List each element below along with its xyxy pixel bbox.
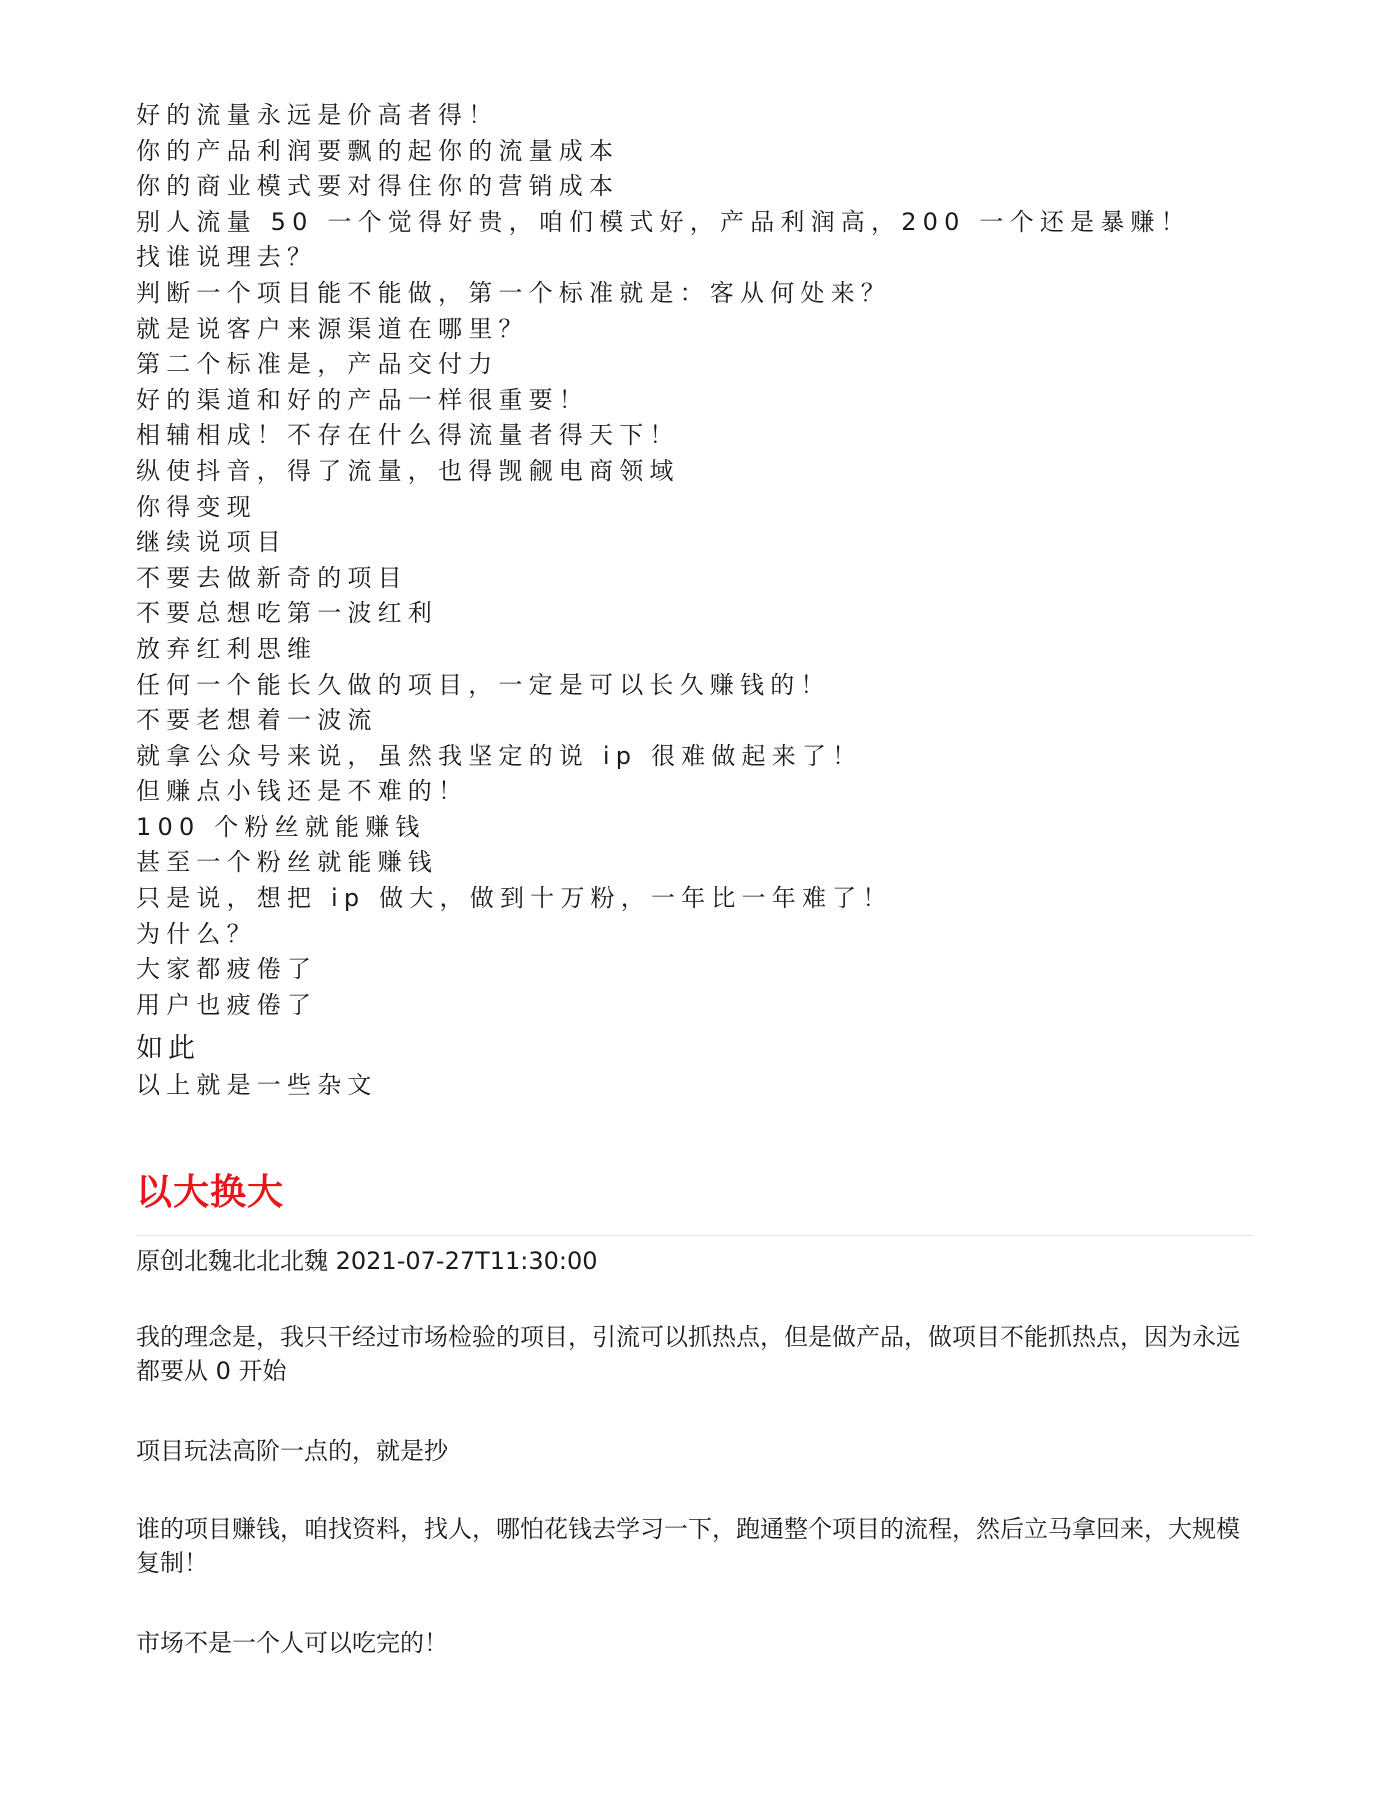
poem-line: 不要老想着一波流 — [136, 706, 378, 735]
poem-line: 第二个标准是，产品交付力 — [136, 350, 499, 379]
poem-line: 100 个粉丝就能赚钱 — [136, 812, 426, 841]
poem-line: 好的渠道和好的产品一样很重要！ — [136, 385, 589, 414]
poem-line: 你的产品利润要飘的起你的流量成本 — [136, 136, 620, 165]
poem-line: 就是说客户来源渠道在哪里？ — [136, 314, 529, 343]
poem-line: 继续说项目 — [136, 528, 287, 557]
closing-line: 以上就是一些杂文 — [136, 1071, 378, 1099]
article-paragraph: 项目玩法高阶一点的，就是抄 — [136, 1437, 448, 1465]
poem-line: 甚至一个粉丝就能赚钱 — [136, 848, 438, 877]
poem-line: 为什么？ — [136, 919, 257, 948]
poem-line: 判断一个项目能不能做，第一个标准就是：客从何处来？ — [136, 278, 891, 307]
closing-line: 如此 — [136, 1033, 200, 1064]
article-paragraph: 市场不是一个人可以吃完的！ — [136, 1629, 448, 1657]
poem-line: 好的流量永远是价高者得！ — [136, 101, 499, 129]
poem-line: 任何一个能长久做的项目，一定是可以长久赚钱的！ — [136, 670, 831, 699]
poem-line: 不要去做新奇的项目 — [136, 563, 408, 592]
poem-line: 大家都疲倦了 — [136, 955, 318, 984]
poem-line: 找谁说理去？ — [136, 243, 318, 272]
title-divider — [136, 1235, 1254, 1236]
document-page — [136, 0, 1256, 1800]
closing-section — [136, 1030, 378, 1102]
poem-line: 用户也疲倦了 — [136, 990, 318, 1019]
poem-line: 别人流量 50 一个觉得好贵，咱们模式好，产品利润高，200 一个还是暴赚！ — [136, 207, 1191, 236]
poem-line: 不要总想吃第一波红利 — [136, 599, 438, 628]
poem-line: 你得变现 — [136, 492, 257, 521]
article-meta: 原创北魏北北北魏 2021-07-27T11:30:00 — [136, 1247, 598, 1275]
poem-line: 相辅相成！不存在什么得流量者得天下！ — [136, 421, 680, 450]
poem-line: 就拿公众号来说，虽然我坚定的说 ip 很难做起来了！ — [136, 741, 863, 770]
poem-line: 你的商业模式要对得住你的营销成本 — [136, 172, 620, 201]
poem-line: 只是说，想把 ip 做大，做到十万粉，一年比一年难了！ — [136, 884, 893, 913]
article-paragraph: 我的理念是，我只干经过市场检验的项目，引流可以抓热点，但是做产品，做项目不能抓热点，因为永远都要从 0 开始 — [136, 1323, 1240, 1385]
article-title: 以大换大 — [136, 1172, 285, 1213]
poem-section — [136, 98, 1256, 1023]
article-paragraph: 谁的项目赚钱，咱找资料，找人，哪怕花钱去学习一下，跑通整个项目的流程，然后立马拿回来，大规模复制！ — [136, 1515, 1240, 1577]
poem-line: 但赚点小钱还是不难的！ — [136, 777, 469, 806]
poem-line: 放弃红利思维 — [136, 634, 318, 663]
poem-line: 纵使抖音，得了流量，也得觊觎电商领域 — [136, 456, 680, 485]
